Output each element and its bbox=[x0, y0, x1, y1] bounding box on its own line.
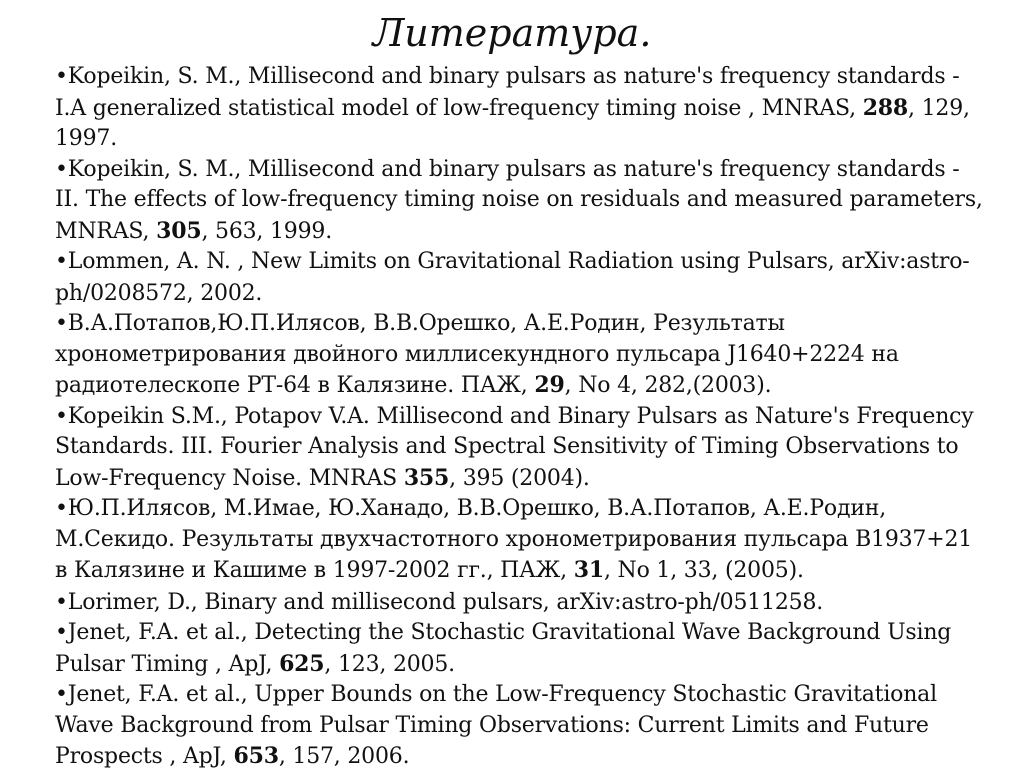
reference-text: В.А.Потапов,Ю.П.Илясов, В.В.Орешко, А.Е.Родин, Результаты хронометрирования двойного миллисекундного пульсара J1640+2224 на радиотелескопе РТ-64 в Калязине. ПАЖ, bbox=[55, 311, 899, 398]
reference-text: Jenet, F.A. et al., Upper Bounds on the Low-Frequency Stochastic Gravitational Wave Background from Pulsar Timing Observations: Current Limits and Future Prospects , ApJ, bbox=[55, 682, 937, 769]
list-item bbox=[55, 680, 985, 773]
reference-details: , 563, 1999. bbox=[201, 218, 332, 244]
bullet-icon: • bbox=[55, 156, 68, 182]
reference-text: Kopeikin S.M., Potapov V.A. Millisecond and Binary Pulsars as Nature's Frequency Standards. III. Fourier Analysis and Spectral Sensitivity of Timing Observations to Low-Frequency Noise. MNRAS bbox=[55, 403, 974, 491]
list-item bbox=[55, 247, 985, 309]
reference-volume: 29 bbox=[534, 372, 565, 398]
bullet-icon: • bbox=[55, 403, 68, 429]
reference-details: , 157, 2006. bbox=[278, 744, 410, 769]
reference-volume: 355 bbox=[403, 464, 450, 491]
reference-volume: 305 bbox=[156, 217, 202, 244]
bullet-icon: • bbox=[55, 496, 68, 521]
reference-volume: 288 bbox=[862, 94, 909, 121]
reference-details: , 395 (2004). bbox=[449, 465, 590, 491]
reference-volume: 31 bbox=[573, 557, 604, 583]
reference-text: Lommen, A. N. , New Limits on Gravitational Radiation using Pulsars, arXiv:astro-ph/0208572, 2002. bbox=[55, 249, 970, 306]
list-item bbox=[55, 618, 985, 680]
bullet-icon: • bbox=[55, 682, 68, 707]
list-item bbox=[55, 309, 985, 402]
reference-text: Jenet, F.A. et al., Detecting the Stochastic Gravitational Wave Background Using Pulsar Timing , ApJ, bbox=[55, 620, 952, 677]
bullet-icon: • bbox=[55, 620, 68, 645]
reference-list bbox=[55, 62, 985, 773]
reference-details: , No 1, 33, (2005). bbox=[603, 558, 804, 583]
reference-text: Lorimer, D., Binary and millisecond pulsars, arXiv:astro-ph/0511258. bbox=[67, 589, 824, 615]
reference-volume: 625 bbox=[279, 650, 325, 677]
reference-text: Kopeikin, S. M., Millisecond and binary pulsars as nature's frequency standards - II. The effects of low-frequency timing noise on residuals and measured parameters, MNRAS, bbox=[55, 156, 983, 244]
bullet-icon: • bbox=[55, 64, 68, 89]
list-item bbox=[55, 494, 985, 587]
reference-details: , 123, 2005. bbox=[324, 651, 455, 677]
bullet-icon: • bbox=[55, 249, 68, 274]
list-item bbox=[55, 587, 985, 619]
list-item bbox=[55, 402, 985, 495]
reference-text: Kopeikin, S. M., Millisecond and binary pulsars as nature's frequency standards - I.A generalized statistical model of low-frequency timing noise , MNRAS, bbox=[55, 64, 960, 121]
reference-text: Ю.П.Илясов, М.Имае, Ю.Ханадо, В.В.Орешко, В.А.Потапов, А.Е.Родин, М.Секидо. Результаты двухчастотного хронометрирования пульсара В1937+21 в Калязине и Кашиме в 1997-2002 гг., ПАЖ, bbox=[55, 496, 973, 583]
reference-volume: 653 bbox=[233, 743, 279, 769]
list-item bbox=[55, 155, 985, 248]
bullet-icon: • bbox=[55, 311, 68, 336]
list-item bbox=[55, 62, 985, 155]
reference-details: , 129, 1997. bbox=[55, 95, 970, 151]
bullet-icon: • bbox=[55, 589, 68, 615]
page-title: Литература. bbox=[372, 11, 652, 55]
reference-details: , No 4, 282,(2003). bbox=[564, 373, 772, 398]
